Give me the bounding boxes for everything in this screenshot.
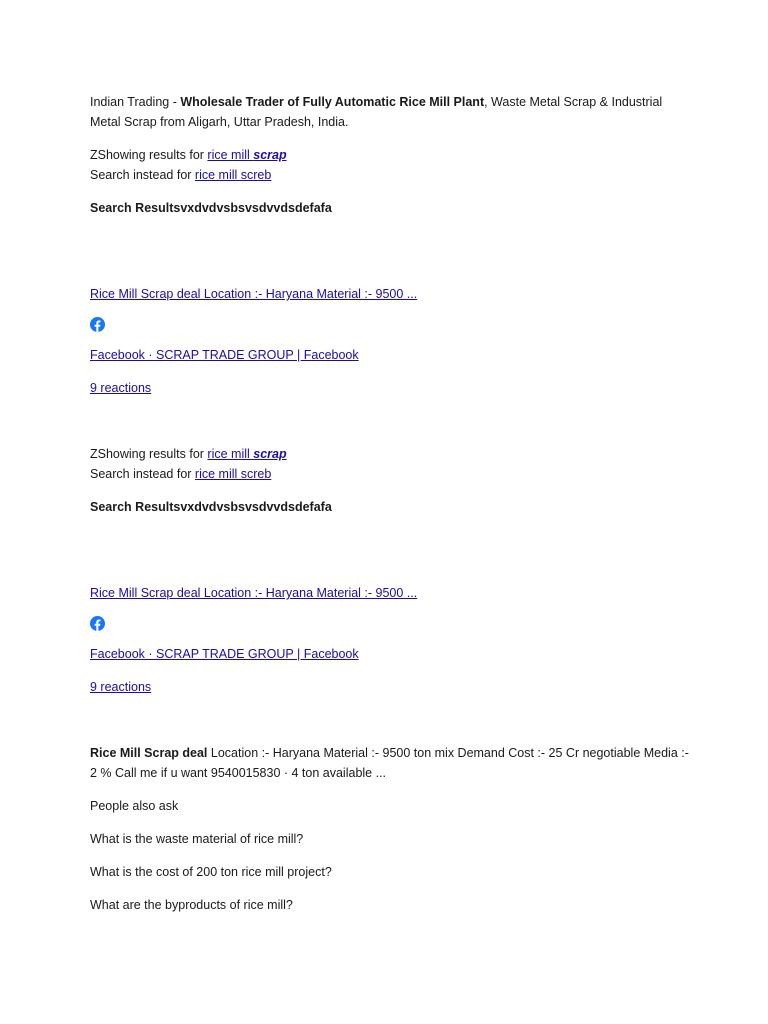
showing-link-em: scrap (253, 447, 287, 461)
showing-link-em: scrap (253, 148, 287, 162)
intro-paragraph (90, 92, 690, 132)
showing-link-text: rice mill (207, 447, 254, 461)
snippet-text: Location :- Haryana Material :- 9500 ton mix Demand Cost :- 25 Cr negotiable Media :- 2 % Call me if u want 9540015830 · 4 ton available ... (90, 746, 689, 780)
snippet-paragraph (90, 743, 690, 783)
facebook-icon (90, 317, 105, 332)
showing-link-text: rice mill (207, 148, 254, 162)
showing-prefix: ZShowing results for (90, 447, 208, 461)
question-item[interactable]: What is the cost of 200 ton rice mill project? (90, 865, 332, 879)
results-heading: Search Resultsvxdvdvsbsvsdvvdsdefafa (90, 500, 332, 514)
intro-prefix: Indian Trading - (90, 95, 181, 109)
showing-results-line (90, 145, 690, 165)
source-link[interactable]: Facebook · SCRAP TRADE GROUP | Facebook (90, 348, 359, 362)
result-title-link[interactable]: Rice Mill Scrap deal Location :- Haryana Material :- 9500 ... (90, 586, 418, 600)
document-page (90, 92, 690, 928)
instead-prefix: Search instead for (90, 467, 195, 481)
search-instead-link[interactable]: rice mill screb (194, 168, 272, 182)
question-item[interactable]: What are the byproducts of rice mill? (90, 898, 293, 912)
result-group-2 (90, 444, 690, 697)
result-group-1 (90, 145, 690, 398)
instead-prefix: Search instead for (90, 168, 195, 182)
result-title-link[interactable]: Rice Mill Scrap deal Location :- Haryana Material :- 9500 ... (90, 287, 418, 301)
showing-results-line (90, 444, 690, 464)
intro-suffix: , Waste Metal Scrap & Industrial Metal Scrap from Aligarh, Uttar Pradesh, India. (90, 95, 663, 129)
showing-results-link[interactable] (207, 148, 286, 162)
question-item[interactable]: What is the waste material of rice mill? (90, 832, 304, 846)
intro-bold: Wholesale Trader of Fully Automatic Rice Mill Plant (180, 95, 485, 109)
reactions-link[interactable]: 9 reactions (90, 680, 152, 694)
reactions-link[interactable]: 9 reactions (90, 381, 152, 395)
results-heading: Search Resultsvxdvdvsbsvsdvvdsdefafa (90, 201, 332, 215)
snippet-bold: Rice Mill Scrap deal (90, 746, 208, 760)
source-link[interactable]: Facebook · SCRAP TRADE GROUP | Facebook (90, 647, 359, 661)
showing-prefix: ZShowing results for (90, 148, 208, 162)
facebook-icon (90, 616, 105, 631)
search-instead-link[interactable]: rice mill screb (194, 467, 272, 481)
search-instead-line (90, 464, 690, 484)
showing-results-link[interactable] (207, 447, 286, 461)
search-instead-line (90, 165, 690, 185)
people-also-ask-heading: People also ask (90, 799, 179, 813)
